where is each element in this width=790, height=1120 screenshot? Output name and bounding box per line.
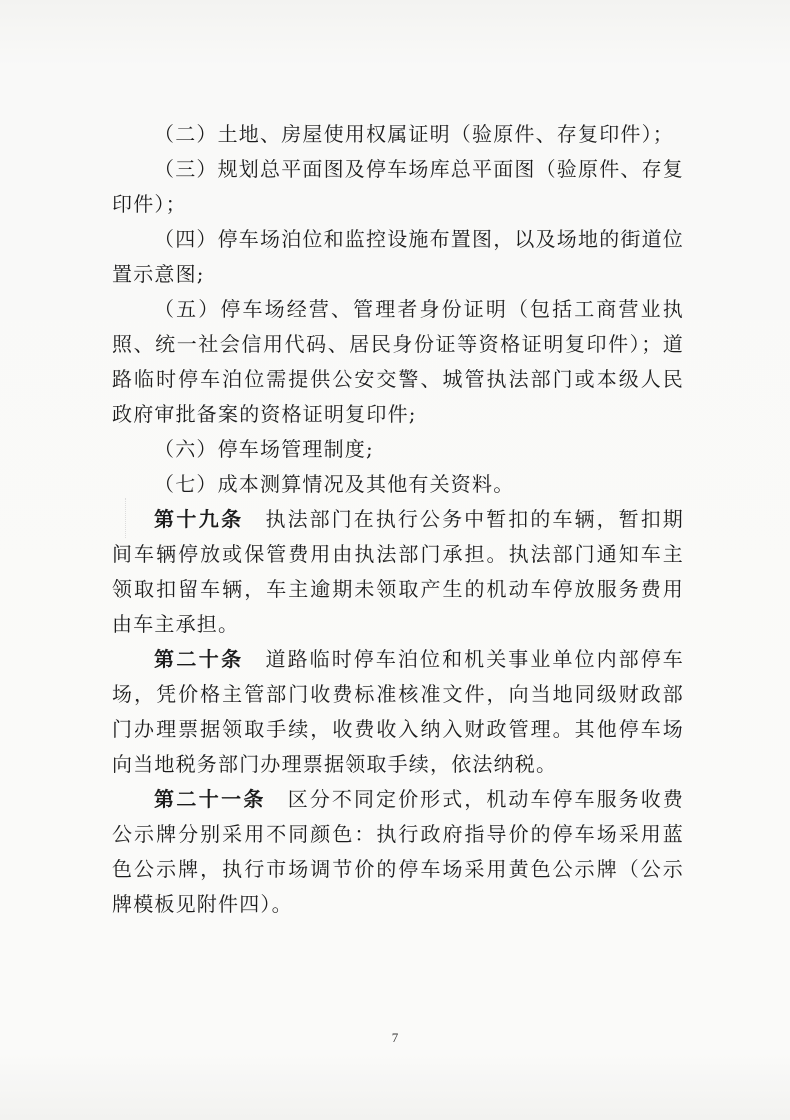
list-item-5: （五）停车场经营、管理者身份证明（包括工商营业执照、统一社会信用代码、居民身份证等资格证明复印件）；道路临时停车泊位需提供公安交警、城管执法部门或本级人民政府审批备案的资格证明复印件; [112,297,684,426]
article-20-text: 道路临时停车泊位和机关事业单位内部停车场，凭价格主管部门收费标准核准文件，向当地同级财政部门办理票据领取手续，收费收入纳入财政管理。其他停车场向当地税务部门办理票据领取手续，依法纳税。 [112,647,684,776]
article-21-text: 区分不同定价形式，机动车停车服务收费公示牌分别采用不同颜色：执行政府指导价的停车场采用蓝色公示牌，执行市场调节价的停车场采用黄色公示牌（公示牌模板见附件四）。 [112,787,684,916]
article-19 [112,502,684,642]
article-20 [112,642,684,782]
list-item-3: （三）规划总平面图及停车场库总平面图（验原件、存复印件）； [112,157,684,216]
article-20-heading: 第二十条 [154,647,244,671]
article-19-heading: 第十九条 [154,507,244,531]
article-19-text: 执法部门在执行公务中暂扣的车辆，暂扣期间车辆停放或保管费用由执法部门承担。执法部门通知车主领取扣留车辆，车主逾期未领取产生的机动车停放服务费用由车主承担。 [112,507,684,636]
page-number: 7 [391,1030,399,1045]
list-item-7: （七）成本测算情况及其他有关资料。 [154,472,515,496]
document-body [112,117,684,922]
list-item-4: （四）停车场泊位和监控设施布置图，以及场地的街道位置示意图; [112,227,684,286]
list-item-2: （二）土地、房屋使用权属证明（验原件、存复印件）； [154,122,674,146]
article-21-heading: 第二十一条 [154,787,266,811]
article-21 [112,782,684,922]
list-item-6: （六）停车场管理制度; [154,437,374,461]
